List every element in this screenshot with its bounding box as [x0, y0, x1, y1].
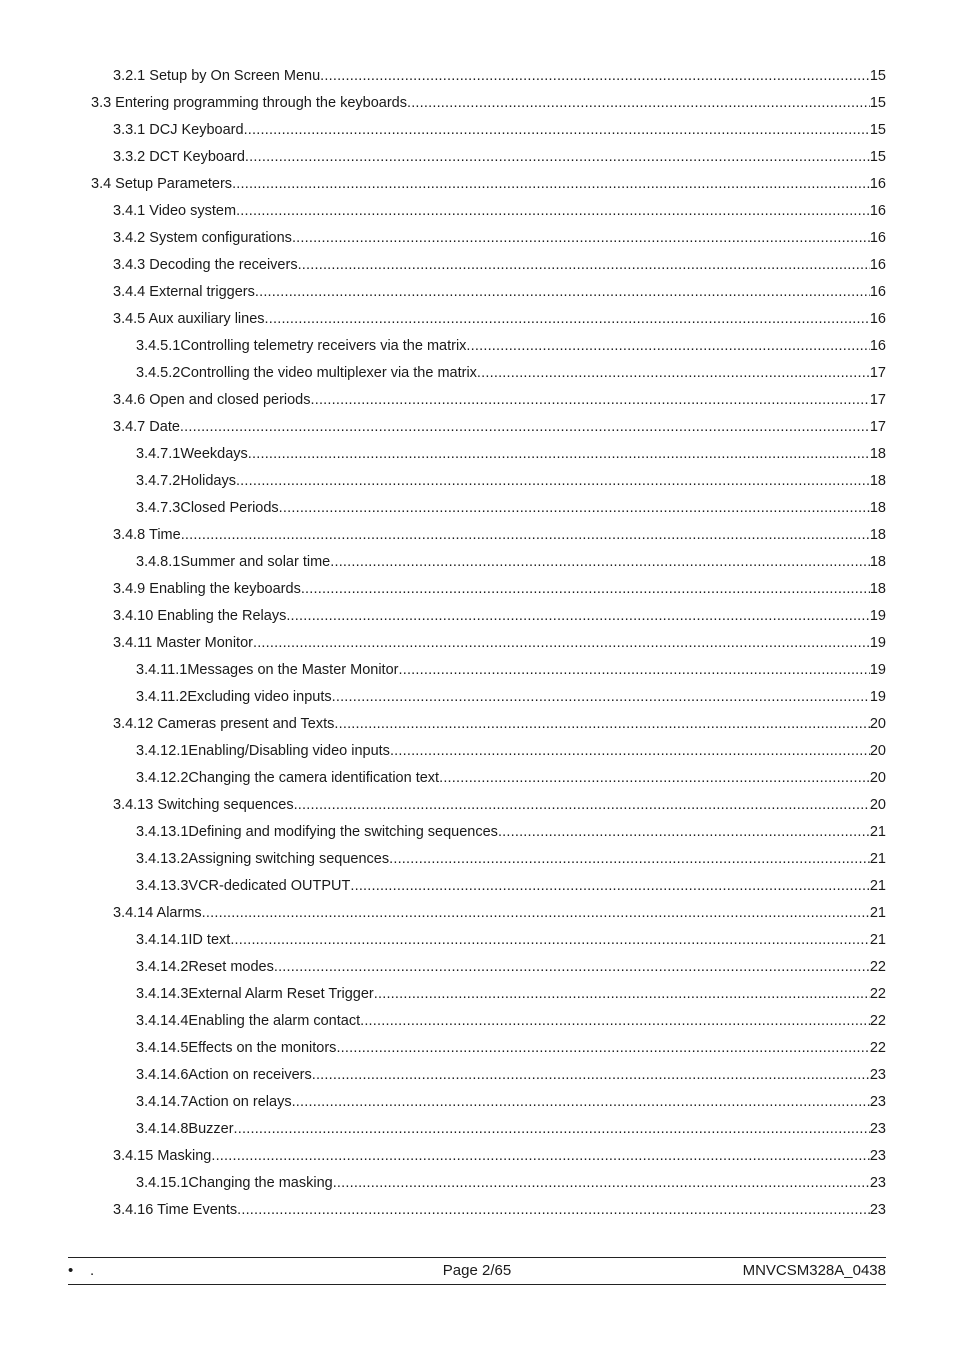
toc-dot-leader [237, 1199, 870, 1221]
toc-entry-title[interactable]: 3.4.10 Enabling the Relays [113, 608, 287, 624]
toc-entry[interactable] [0, 200, 954, 227]
toc-entry[interactable] [0, 740, 954, 767]
toc-entry[interactable] [0, 956, 954, 983]
toc-dot-leader [232, 173, 870, 195]
toc-dot-leader [312, 1064, 870, 1086]
toc-entry-title[interactable]: 3.4.7.3Closed Periods [136, 500, 279, 516]
toc-dot-leader [466, 335, 869, 357]
toc-entry-page[interactable]: 23 [869, 1148, 886, 1164]
toc-entry[interactable] [0, 821, 954, 848]
toc-entry-title[interactable]: 3.4.11.2Excluding video inputs [136, 689, 332, 705]
toc-dot-leader [181, 524, 870, 546]
toc-line [136, 1091, 886, 1113]
toc-line [136, 1064, 886, 1086]
toc-line [136, 1172, 886, 1194]
toc-entry-page[interactable]: 17 [869, 365, 886, 381]
toc-entry-page[interactable]: 23 [869, 1067, 886, 1083]
toc-entry-title[interactable]: 3.4.9 Enabling the keyboards [113, 581, 301, 597]
toc-entry-title[interactable]: 3.4.12.2Changing the camera identification text [136, 770, 440, 786]
toc-entry-page[interactable]: 18 [869, 446, 886, 462]
toc-entry-page[interactable]: 16 [869, 176, 886, 192]
toc-entry[interactable] [0, 92, 954, 119]
toc-entry-page[interactable]: 20 [869, 743, 886, 759]
toc-dot-leader [374, 983, 870, 1005]
footer-dot: . [90, 1262, 95, 1279]
toc-entry-page[interactable]: 16 [869, 338, 886, 354]
toc-entry-page[interactable]: 22 [869, 1013, 886, 1029]
toc-dot-leader [398, 659, 869, 681]
toc-entry-page[interactable]: 18 [869, 473, 886, 489]
toc-line [113, 578, 886, 600]
toc-line [136, 929, 886, 951]
toc-entry-title[interactable]: 3.4.8 Time [113, 527, 181, 543]
toc-entry-page[interactable]: 21 [869, 824, 886, 840]
toc-entry-page[interactable]: 21 [869, 851, 886, 867]
toc-dot-leader [298, 254, 870, 276]
toc-entry[interactable] [0, 146, 954, 173]
toc-line [113, 308, 886, 330]
toc-entry[interactable] [0, 443, 954, 470]
toc-line [136, 659, 886, 681]
toc-entry-page[interactable]: 16 [869, 311, 886, 327]
toc-line [136, 740, 886, 762]
toc-entry[interactable] [0, 632, 954, 659]
toc-entry[interactable] [0, 686, 954, 713]
toc-entry[interactable] [0, 794, 954, 821]
toc-line [136, 551, 886, 573]
toc-line [113, 794, 886, 816]
toc-entry-page[interactable]: 18 [869, 581, 886, 597]
toc-line [136, 767, 886, 789]
toc-line [136, 497, 886, 519]
toc-entry-page[interactable]: 23 [869, 1121, 886, 1137]
toc-entry-title[interactable]: 3.4.14.5Effects on the monitors [136, 1040, 337, 1056]
toc-line [136, 335, 886, 357]
toc-line [136, 956, 886, 978]
toc-dot-leader [236, 470, 870, 492]
toc-entry-page[interactable]: 21 [869, 932, 886, 948]
footer-page-number: Page 2/65 [442, 1262, 512, 1279]
toc-entry-title[interactable]: 3.4.13.1Defining and modifying the switching sequences [136, 824, 498, 840]
toc-line [113, 632, 886, 654]
toc-entry[interactable] [0, 308, 954, 335]
toc-dot-leader [390, 740, 870, 762]
toc-dot-leader [255, 281, 870, 303]
toc-entry-title[interactable]: 3.4.11.1Messages on the Master Monitor [136, 662, 399, 678]
footer-bullet: • [68, 1262, 74, 1279]
toc-line [113, 254, 886, 276]
toc-dot-leader [294, 794, 870, 816]
toc-entry-title[interactable]: 3.4.5.1Controlling telemetry receivers via the matrix [136, 338, 467, 354]
toc-line [113, 146, 886, 168]
toc-dot-leader [320, 65, 870, 87]
toc-entry-title[interactable]: 3.4.14.8Buzzer [136, 1121, 234, 1137]
toc-entry-page[interactable]: 23 [869, 1175, 886, 1191]
toc-entry-page[interactable]: 16 [869, 230, 886, 246]
toc-entry-title[interactable]: 3.4.7.1Weekdays [136, 446, 248, 462]
toc-line [136, 362, 886, 384]
toc-entry-page[interactable]: 23 [869, 1202, 886, 1218]
footer-document-code: MNVCSM328A_0438 [742, 1262, 886, 1279]
toc-line [113, 902, 886, 924]
toc-entry-page[interactable]: 16 [869, 257, 886, 273]
toc-entry[interactable] [0, 551, 954, 578]
toc-dot-leader [360, 1010, 870, 1032]
toc-line [113, 1199, 886, 1221]
toc-entry[interactable] [0, 1064, 954, 1091]
toc-line [136, 470, 886, 492]
toc-entry-title[interactable]: 3.4.1 Video system [113, 203, 237, 219]
toc-dot-leader [211, 1145, 870, 1167]
toc-line [113, 119, 886, 141]
toc-dot-leader [477, 362, 870, 384]
toc-line [113, 227, 886, 249]
toc-line [136, 821, 886, 843]
toc-entry-page[interactable]: 18 [869, 527, 886, 543]
toc-dot-leader [498, 821, 870, 843]
toc-dot-leader [202, 902, 870, 924]
toc-dot-leader [350, 875, 869, 897]
toc-entry-page[interactable]: 18 [869, 500, 886, 516]
toc-line [113, 605, 886, 627]
toc-entry-title[interactable]: 3.4.14.1ID text [136, 932, 231, 948]
toc-entry-title[interactable]: 3.4.15.1Changing the masking [136, 1175, 333, 1191]
toc-entry-page[interactable]: 19 [869, 608, 886, 624]
toc-entry-title[interactable]: 3.4.16 Time Events [113, 1202, 238, 1218]
toc-entry[interactable] [0, 848, 954, 875]
toc-line [113, 1145, 886, 1167]
toc-entry-title[interactable]: 3.4.14.4Enabling the alarm contact [136, 1013, 361, 1029]
toc-entry[interactable] [0, 1172, 954, 1199]
toc-line [136, 848, 886, 870]
toc-line [113, 713, 886, 735]
toc-line [136, 983, 886, 1005]
toc-entry-page[interactable]: 17 [869, 392, 886, 408]
toc-entry-page[interactable]: 21 [869, 905, 886, 921]
toc-dot-leader [236, 200, 870, 222]
toc-entry[interactable] [0, 470, 954, 497]
toc-line [136, 1010, 886, 1032]
toc-entry-title[interactable]: 3.4.5.2Controlling the video multiplexer via the matrix [136, 365, 477, 381]
toc-entry[interactable] [0, 254, 954, 281]
toc-entry-title[interactable]: 3.4.7 Date [113, 419, 180, 435]
toc-entry-page[interactable]: 19 [869, 635, 886, 651]
toc-entry[interactable] [0, 1199, 954, 1226]
page-footer [68, 1257, 886, 1285]
toc-entry-title[interactable]: 3.4 Setup Parameters [91, 176, 233, 192]
toc-dot-leader [248, 443, 870, 465]
toc-dot-leader [330, 551, 870, 573]
toc-dot-leader [336, 1037, 869, 1059]
toc-entry-title[interactable]: 3.4.14.2Reset modes [136, 959, 274, 975]
toc-entry-page[interactable]: 15 [869, 68, 886, 84]
toc-dot-leader [311, 389, 870, 411]
toc-dot-leader [234, 1118, 870, 1140]
toc-entry[interactable] [0, 659, 954, 686]
toc-dot-leader [439, 767, 870, 789]
toc-line [113, 416, 886, 438]
toc-entry-title[interactable]: 3.4.14 Alarms [113, 905, 202, 921]
toc-entry-page[interactable]: 15 [869, 149, 886, 165]
toc-entry-title[interactable]: 3.4.8.1Summer and solar time [136, 554, 331, 570]
toc-entry[interactable] [0, 524, 954, 551]
toc-line [113, 281, 886, 303]
toc-entry-page[interactable]: 19 [869, 689, 886, 705]
toc-entry-page[interactable]: 17 [869, 419, 886, 435]
toc-line [91, 173, 886, 195]
toc-entry-page[interactable]: 23 [869, 1094, 886, 1110]
toc-entry-page[interactable]: 15 [869, 122, 886, 138]
toc-line [136, 875, 886, 897]
toc-dot-leader [334, 713, 869, 735]
toc-entry[interactable] [0, 335, 954, 362]
toc-entry-title[interactable]: 3.3.1 DCJ Keyboard [113, 122, 244, 138]
toc-dot-leader [230, 929, 870, 951]
toc-entry[interactable] [0, 281, 954, 308]
toc-entry[interactable] [0, 65, 954, 92]
toc-entry-page[interactable]: 16 [869, 284, 886, 300]
toc-entry[interactable] [0, 1010, 954, 1037]
toc-dot-leader [245, 146, 870, 168]
toc-entry[interactable] [0, 578, 954, 605]
toc-entry-page[interactable]: 20 [869, 797, 886, 813]
toc-dot-leader [301, 578, 870, 600]
toc-dot-leader [292, 1091, 870, 1113]
toc-entry-title[interactable]: 3.2.1 Setup by On Screen Menu [113, 68, 321, 84]
toc-entry[interactable] [0, 173, 954, 200]
toc-entry[interactable] [0, 416, 954, 443]
toc-entry-title[interactable]: 3.4.15 Masking [113, 1148, 212, 1164]
toc-entry-page[interactable]: 20 [869, 770, 886, 786]
toc-entry[interactable] [0, 713, 954, 740]
toc-entry-title[interactable]: 3.4.13.2Assigning switching sequences [136, 851, 390, 867]
toc-line [136, 1037, 886, 1059]
toc-entry[interactable] [0, 767, 954, 794]
toc-entry[interactable] [0, 389, 954, 416]
toc-dot-leader [244, 119, 870, 141]
toc-entry-title[interactable]: 3.4.11 Master Monitor [113, 635, 253, 651]
toc-dot-leader [279, 497, 870, 519]
toc-dot-leader [265, 308, 870, 330]
toc-entry-title[interactable]: 3.4.14.7Action on relays [136, 1094, 292, 1110]
toc-entry-page[interactable]: 22 [869, 959, 886, 975]
toc-entry[interactable] [0, 875, 954, 902]
toc-line [113, 200, 886, 222]
toc-entry-title[interactable]: 3.4.12.1Enabling/Disabling video inputs [136, 743, 390, 759]
toc-dot-leader [292, 227, 870, 249]
toc-entry-title[interactable]: 3.4.12 Cameras present and Texts [113, 716, 335, 732]
toc-entry-title[interactable]: 3.4.13.3VCR-dedicated OUTPUT [136, 878, 351, 894]
toc-entry[interactable] [0, 902, 954, 929]
toc-entry-title[interactable]: 3.4.14.6Action on receivers [136, 1067, 312, 1083]
toc-dot-leader [274, 956, 870, 978]
toc-line [113, 389, 886, 411]
toc-entry-title[interactable]: 3.4.14.3External Alarm Reset Trigger [136, 986, 374, 1002]
toc-line [136, 1118, 886, 1140]
toc-entry-page[interactable]: 16 [869, 203, 886, 219]
toc-entry-page[interactable]: 22 [869, 986, 886, 1002]
toc-line [91, 92, 886, 114]
toc-entry[interactable] [0, 227, 954, 254]
toc-entry-title[interactable]: 3.4.2 System configurations [113, 230, 292, 246]
toc-entry[interactable] [0, 1145, 954, 1172]
toc-entry[interactable] [0, 362, 954, 389]
toc-line [113, 65, 886, 87]
toc-dot-leader [180, 416, 870, 438]
toc-entry[interactable] [0, 605, 954, 632]
toc-entry-title[interactable]: 3.3 Entering programming through the keyboards [91, 95, 407, 111]
toc-dot-leader [253, 632, 870, 654]
toc-entry-title[interactable]: 3.4.13 Switching sequences [113, 797, 294, 813]
toc-dot-leader [407, 92, 870, 114]
toc-line [136, 686, 886, 708]
toc-entry-page[interactable]: 21 [869, 878, 886, 894]
toc-dot-leader [332, 686, 870, 708]
table-of-contents [0, 65, 954, 1226]
toc-entry-title[interactable]: 3.4.4 External triggers [113, 284, 255, 300]
toc-entry-title[interactable]: 3.4.5 Aux auxiliary lines [113, 311, 265, 327]
toc-dot-leader [286, 605, 870, 627]
toc-entry-title[interactable]: 3.3.2 DCT Keyboard [113, 149, 245, 165]
toc-entry-title[interactable]: 3.4.6 Open and closed periods [113, 392, 311, 408]
toc-entry[interactable] [0, 497, 954, 524]
toc-line [136, 443, 886, 465]
toc-line [113, 524, 886, 546]
toc-entry-page[interactable]: 22 [869, 1040, 886, 1056]
toc-entry[interactable] [0, 929, 954, 956]
toc-entry-page[interactable]: 18 [869, 554, 886, 570]
toc-entry[interactable] [0, 119, 954, 146]
toc-entry[interactable] [0, 1091, 954, 1118]
toc-entry[interactable] [0, 983, 954, 1010]
toc-entry-page[interactable]: 19 [869, 662, 886, 678]
toc-dot-leader [333, 1172, 870, 1194]
toc-entry-title[interactable]: 3.4.7.2Holidays [136, 473, 236, 489]
toc-entry[interactable] [0, 1118, 954, 1145]
toc-entry-title[interactable]: 3.4.3 Decoding the receivers [113, 257, 298, 273]
toc-dot-leader [389, 848, 870, 870]
toc-entry[interactable] [0, 1037, 954, 1064]
toc-entry-page[interactable]: 20 [869, 716, 886, 732]
toc-entry-page[interactable]: 15 [869, 95, 886, 111]
